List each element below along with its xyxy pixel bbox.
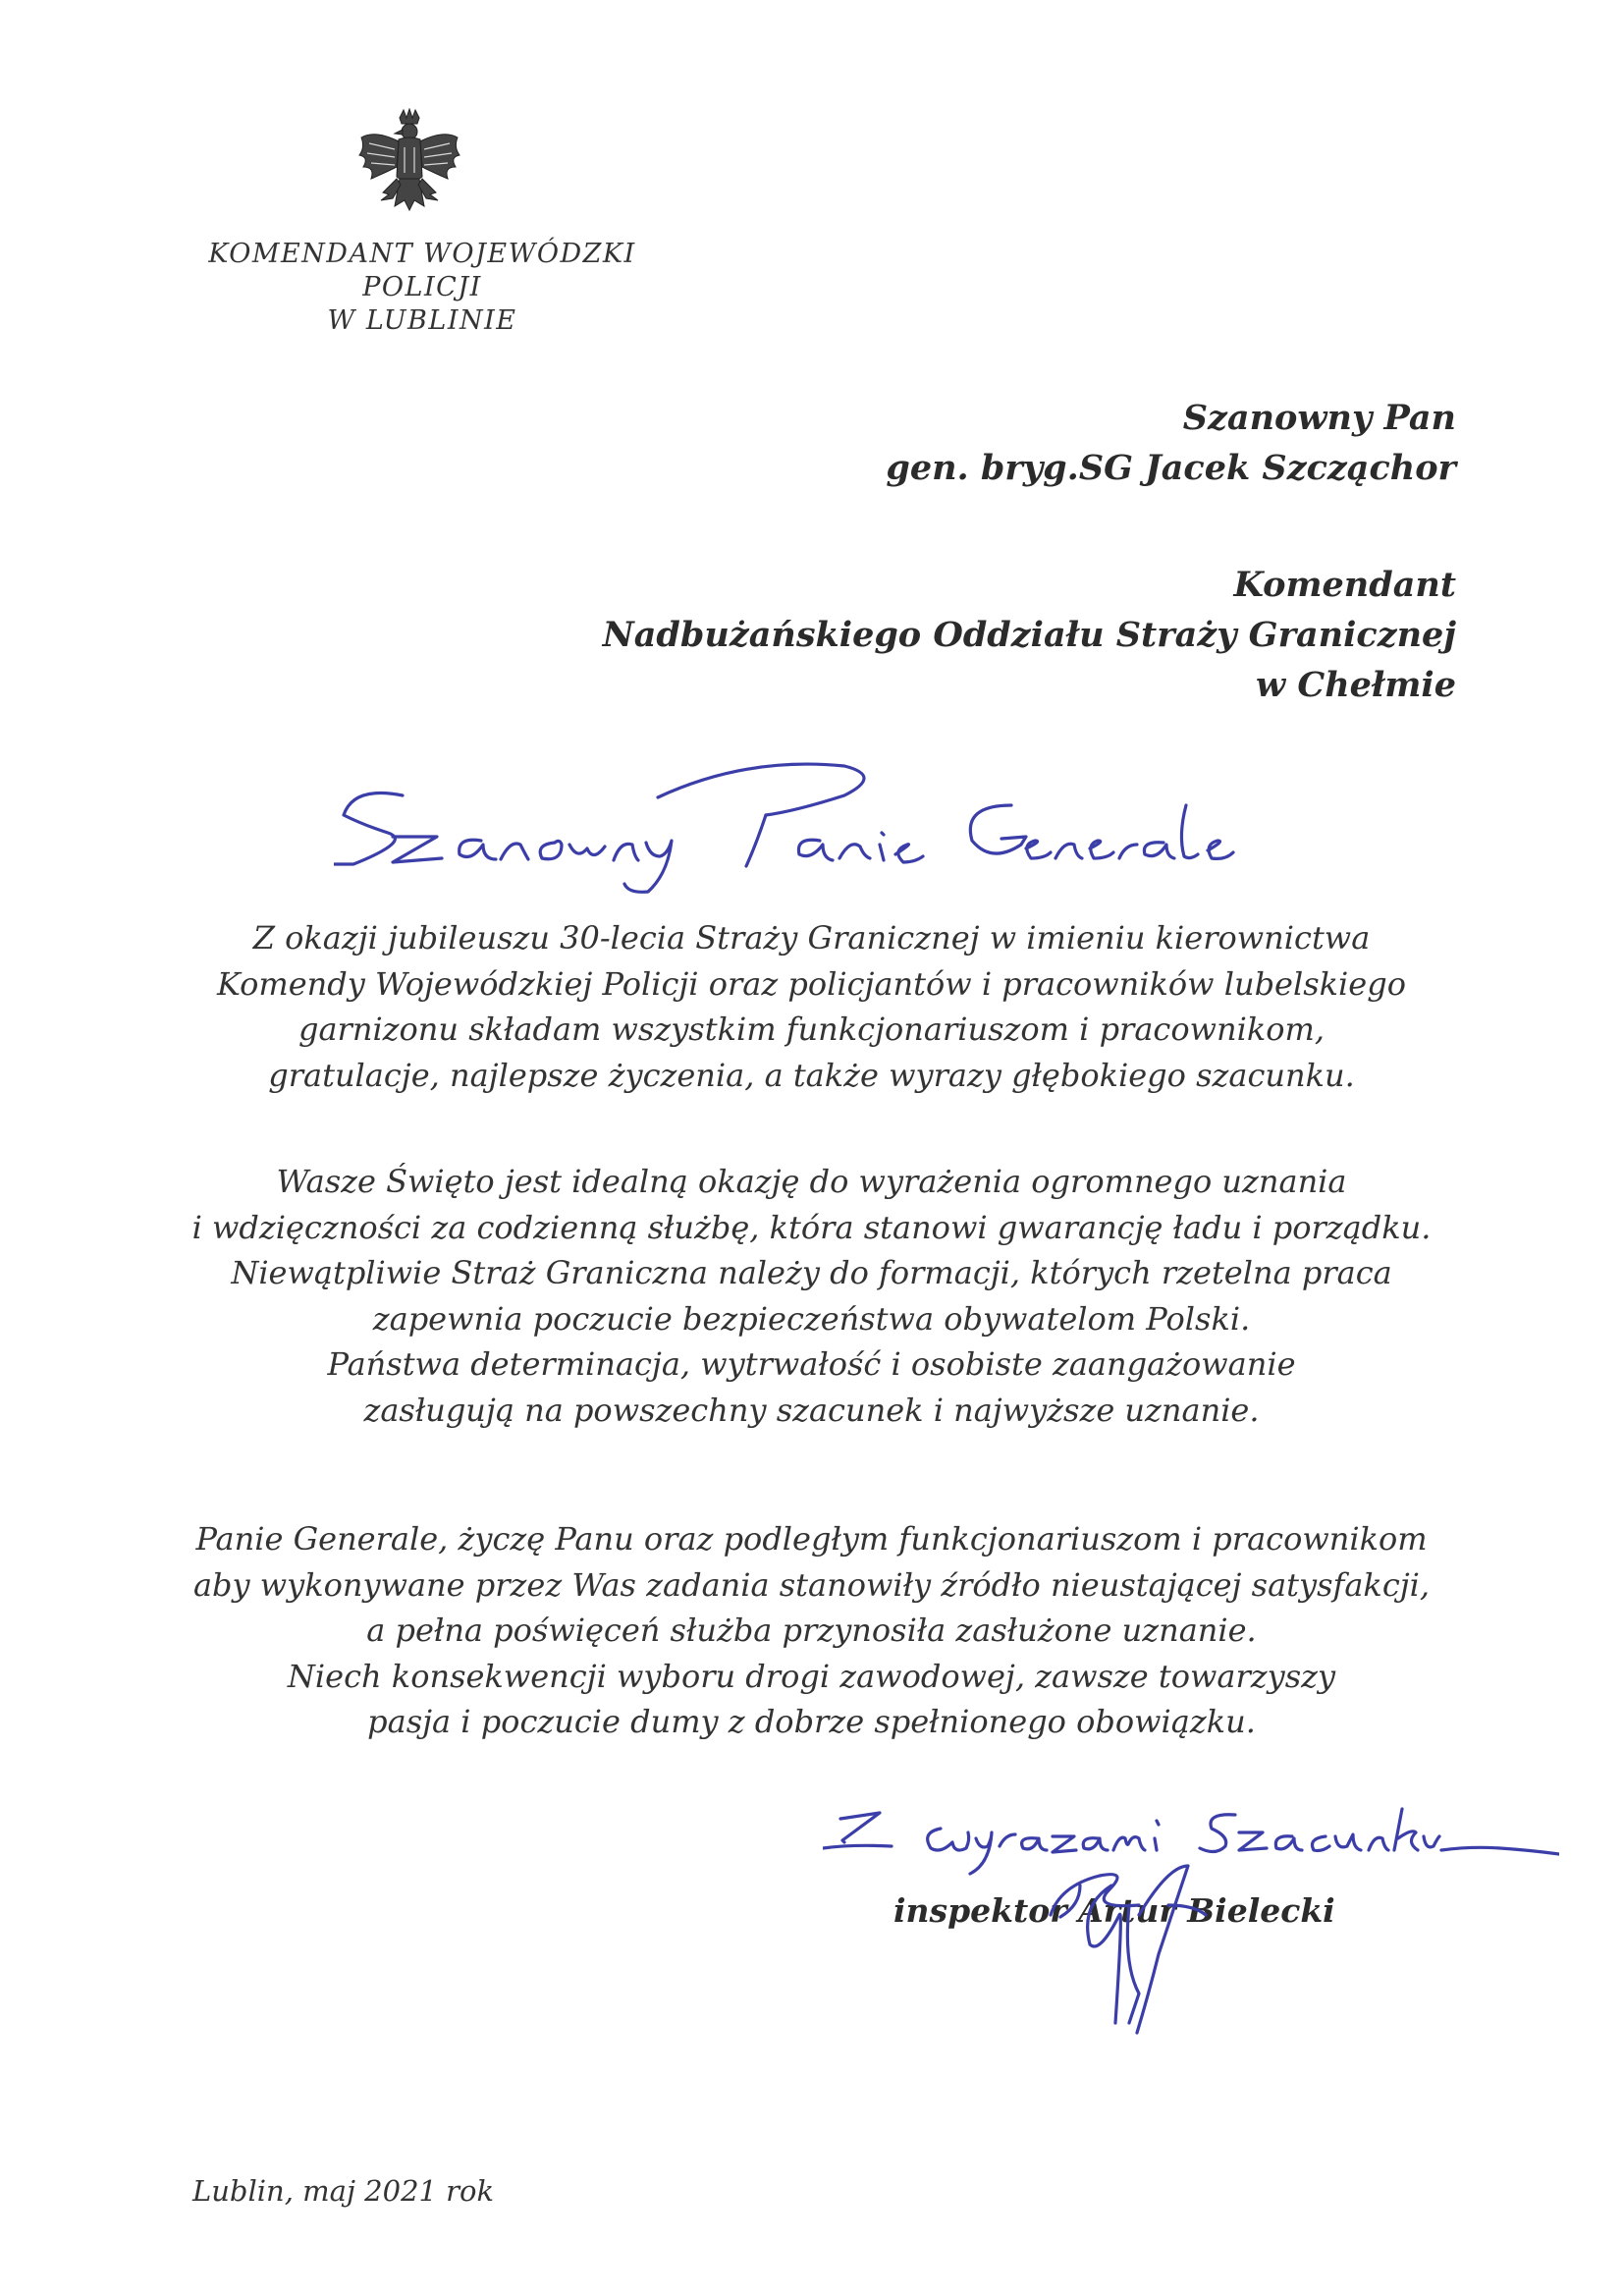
paragraph-2-line-4: zapewnia poczucie bezpieczeństwa obywatelom Polski.: [372, 1299, 1251, 1338]
addressee-name: gen. bryg.SG Jacek Szcząchor: [886, 448, 1456, 488]
handwritten-signature: [1021, 1846, 1237, 2043]
paragraph-1-line-3: garnizonu składam wszystkim funkcjonariuszom i pracownikom,: [298, 1011, 1325, 1048]
paragraph-1-line-4: gratulacje, najlepsze życzenia, a także wyrazy głębokiego szacunku.: [268, 1056, 1355, 1094]
addressee-city: w Chełmie: [1256, 665, 1456, 705]
paragraph-2-line-2: i wdzięczności za codzienną służbę, która stanowi gwarancję ładu i porządku.: [191, 1208, 1432, 1246]
body-paragraph-2: [157, 1159, 1466, 1433]
letterhead-line-1: KOMENDANT WOJEWÓDZKI POLICJI: [208, 239, 636, 302]
paragraph-3-line-5: pasja i poczucie dumy z dobrze spełnionego obowiązku.: [367, 1703, 1256, 1740]
paragraph-3-line-1: Panie Generale, życzę Panu oraz podległym funkcjonariuszom i pracownikom: [195, 1520, 1428, 1558]
addressee-salutation: Szanowny Pan: [1182, 398, 1456, 438]
paragraph-1-line-2: Komendy Wojewódzkiej Policji oraz policjantów i pracowników lubelskiego: [217, 964, 1406, 1003]
addressee-title: Komendant: [1233, 565, 1456, 605]
paragraph-1-line-1: Z okazji jubileuszu 30-lecia Straży Granicznej w imieniu kierownictwa: [252, 919, 1371, 957]
handwritten-salutation: [334, 746, 1434, 894]
paragraph-2-line-3: Niewątpliwie Straż Graniczna należy do formacji, których rzetelna praca: [231, 1254, 1392, 1291]
paragraph-3-line-3: a pełna poświęceń służba przynosiła zasłużone uznanie.: [366, 1612, 1257, 1649]
paragraph-3-line-4: Niech konsekwencji wyboru drogi zawodowej, zawsze towarzyszy: [287, 1657, 1336, 1695]
place-date: Lublin, maj 2021 rok: [192, 2174, 495, 2208]
paragraph-2-line-5: Państwa determinacja, wytrwałość i osobiste zaangażowanie: [327, 1345, 1296, 1383]
addressee-unit: Nadbużańskiego Oddziału Straży Granicznej: [602, 615, 1456, 655]
addressee-block: [572, 393, 1456, 710]
polish-eagle-emblem-icon: [355, 108, 463, 236]
letterhead: [147, 238, 697, 338]
paragraph-2-line-1: Wasze Święto jest idealną okazję do wyrażenia ogromnego uznania: [276, 1163, 1347, 1200]
body-paragraph-3: [157, 1516, 1466, 1745]
paragraph-3-line-2: aby wykonywane przez Was zadania stanowiły źródło nieustającej satysfakcji,: [192, 1565, 1431, 1604]
paragraph-2-line-6: zasługują na powszechny szacunek i najwyższe uznanie.: [363, 1391, 1260, 1429]
body-paragraph-1: [157, 915, 1466, 1098]
signer-name: inspektor Artur Bielecki: [893, 1891, 1335, 1930]
letterhead-line-2: W LUBLINIE: [327, 305, 517, 336]
